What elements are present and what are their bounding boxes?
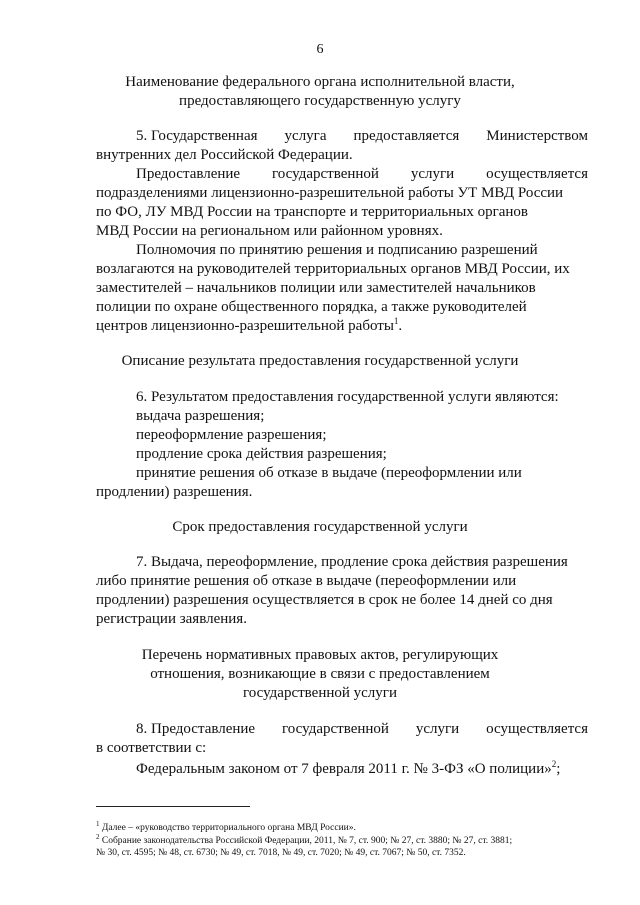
paragraph-line: по ФО, ЛУ МВД России на транспорте и территориальных органов (96, 204, 529, 220)
paragraph-line: 5. Государственная услуга предоставляется Министерством (136, 128, 588, 144)
paragraph-line: Полномочия по принятию решения и подписанию разрешений (136, 242, 538, 258)
paragraph-line: 7. Выдача, переоформление, продление срока действия разрешения (136, 554, 568, 570)
section-heading-line: государственной услуги (243, 685, 397, 701)
footnote-ref: 2 (551, 759, 557, 769)
footnote: $^1$ Далее – «руководство территориального органа МВД России». (96, 819, 356, 833)
paragraph-line: 6. Результатом предоставления государственной услуги являются: (136, 389, 559, 405)
paragraph-line: полиции по охране общественного порядка, а также руководителей (96, 299, 527, 315)
footnote-mark: 2 (96, 832, 100, 841)
paragraph-line: центров лицензионно-разрешительной работы$^1$. (96, 316, 403, 334)
list-item: продлении) разрешения. (96, 484, 253, 500)
section-heading-line: отношения, возникающие в связи с предоставлением (150, 666, 490, 682)
paragraph-line: 8. Предоставление государственной услуги осуществляется (136, 721, 588, 737)
page-number: 6 (316, 42, 324, 57)
paragraph-line: либо принятие решения об отказе в выдаче (переоформлении или (96, 573, 517, 589)
list-item: переоформление разрешения; (136, 427, 327, 443)
footnote: $^2$ Собрание законодательства Российской Федерации, 2011, № 7, ст. 900; № 27, ст. 3880; № 27, ст. 3881; (96, 832, 513, 846)
section-heading-line: Перечень нормативных правовых актов, регулирующих (141, 647, 499, 663)
list-item: принятие решения об отказе в выдаче (переоформлении или (136, 465, 522, 481)
footnote-ref: 1 (393, 316, 399, 326)
section-heading-line: Наименование федерального органа исполнительной власти, (125, 74, 515, 90)
section-heading: Описание результата предоставления государственной услуги (121, 353, 519, 369)
paragraph-line: продлении) разрешения осуществляется в срок не более 14 дней со дня (96, 592, 553, 608)
paragraph-line: в соответствии с: (96, 740, 207, 756)
paragraph-line: подразделениями лицензионно-разрешительной работы УТ МВД России (96, 185, 564, 201)
paragraph-line: Предоставление государственной услуги осуществляется (136, 166, 588, 182)
list-item: выдача разрешения; (136, 408, 265, 424)
section-heading-line: предоставляющего государственную услугу (179, 93, 461, 109)
section-heading: Срок предоставления государственной услуги (172, 519, 468, 535)
paragraph-line: МВД России на региональном или районном уровнях. (96, 223, 443, 239)
footnote-mark: 1 (96, 819, 100, 828)
list-item: продление срока действия разрешения; (136, 446, 387, 462)
paragraph-line: заместителей – начальников полиции или заместителей начальников (96, 280, 536, 296)
paragraph-line: Федеральным законом от 7 февраля 2011 г. № 3-ФЗ «О полиции»$^2$; (136, 759, 561, 777)
footnote-continuation: № 30, ст. 4595; № 48, ст. 6730; № 49, ст. 7018, № 49, ст. 7020; № 49, ст. 7067; № 50, ст. 7352. (96, 848, 466, 858)
paragraph-line: возлагаются на руководителей территориальных органов МВД России, их (96, 261, 570, 277)
footnote-separator (96, 806, 250, 807)
paragraph-line: внутренних дел Российской Федерации. (96, 147, 353, 163)
paragraph-line: регистрации заявления. (96, 611, 247, 627)
